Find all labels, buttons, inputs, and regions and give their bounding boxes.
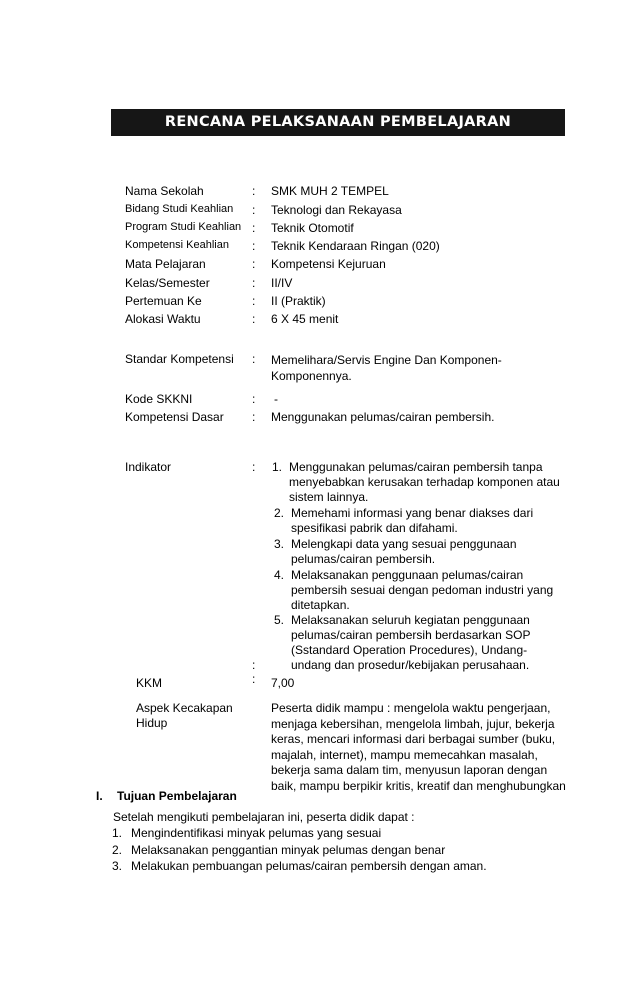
aspek-label-line: Hidup <box>136 716 168 730</box>
section-title: Tujuan Pembelajaran <box>117 789 237 803</box>
colon: : <box>252 276 256 290</box>
aspek-line: bekerja sama dalam tim, menyusun laporan dengan <box>271 763 548 777</box>
aspek-line: menjaga kebersihan, mengelola limbah, jujur, bekerja <box>271 716 555 731</box>
value-kode-skkni: - <box>274 392 278 406</box>
value-kompetensi-keahlian: Teknik Kendaraan Ringan (020) <box>271 239 440 253</box>
value-standar-kompetensi <box>271 352 502 384</box>
indikator-line: Menggunakan pelumas/cairan pembersih tanpa <box>289 460 543 474</box>
indikator-line: pelumas/cairan pembersih berdasarkan SOP <box>291 628 531 642</box>
label-kode-skkni: Kode SKKNI <box>125 392 193 406</box>
section-number: I. <box>96 789 103 803</box>
list-number: 3. <box>112 859 123 873</box>
label-nama-sekolah: Nama Sekolah <box>125 184 204 198</box>
indikator-line: sistem lainnya. <box>289 490 369 504</box>
aspek-line: Peserta didik mampu : mengelola waktu pengerjaan, <box>271 701 551 715</box>
indikator-line: Melaksanakan penggunaan pelumas/cairan <box>291 568 524 582</box>
indikator-number: 3. <box>274 537 285 551</box>
indikator-item <box>291 537 517 567</box>
list-item: Melaksanakan penggantian minyak pelumas dengan benar <box>131 843 446 857</box>
value-alokasi-waktu: 6 X 45 menit <box>271 312 339 326</box>
label-alokasi-waktu: Alokasi Waktu <box>125 312 201 326</box>
standar-kompetensi-line: Memelihara/Servis Engine Dan Komponen- <box>271 353 502 367</box>
value-mata-pelajaran: Kompetensi Kejuruan <box>271 257 386 271</box>
list-number: 2. <box>112 843 123 857</box>
colon: : <box>252 221 256 235</box>
indikator-line: Melaksanakan seluruh kegiatan penggunaan <box>291 613 530 627</box>
label-standar-kompetensi: Standar Kompetensi <box>125 352 234 366</box>
colon: : <box>252 239 256 253</box>
list-item: Mengindentifikasi minyak pelumas yang sesuai <box>131 826 382 840</box>
colon: : <box>252 352 256 366</box>
indikator-line: pembersih sesuai dengan pedoman industri yang <box>291 583 554 597</box>
document-title: RENCANA PELAKSANAAN PEMBELAJARAN <box>111 109 565 136</box>
aspek-line: majalah, internet), mampu memecahkan masalah, <box>271 747 538 762</box>
label-pertemuan-ke: Pertemuan Ke <box>125 294 202 308</box>
label-kompetensi-keahlian: Kompetensi Keahlian <box>125 239 229 251</box>
aspek-line: baik, mampu berpikir kritis, kreatif dan menghubungkan <box>271 778 566 793</box>
label-kkm: KKM <box>136 676 163 690</box>
value-bidang-studi: Teknologi dan Rekayasa <box>271 203 402 217</box>
standar-kompetensi-line: Komponennya. <box>271 369 352 383</box>
label-kelas-semester: Kelas/Semester <box>125 276 210 290</box>
list-number: 1. <box>112 826 123 840</box>
value-program-studi: Teknik Otomotif <box>271 221 354 235</box>
label-bidang-studi: Bidang Studi Keahlian <box>125 203 234 215</box>
colon: : <box>252 392 256 406</box>
value-aspek-kecakapan-hidup <box>271 701 571 793</box>
indikator-line: Memehami informasi yang benar diakses dari <box>291 506 534 520</box>
indikator-line: (Sstandard Operation Procedures), Undang- <box>291 643 528 657</box>
label-mata-pelajaran: Mata Pelajaran <box>125 257 206 271</box>
indikator-number: 1. <box>272 460 283 474</box>
section-intro: Setelah mengikuti pembelajaran ini, peserta didik dapat : <box>113 810 415 824</box>
indikator-line: ditetapkan. <box>291 598 350 612</box>
indikator-line: spesifikasi pabrik dan difahami. <box>291 521 458 535</box>
indikator-line: menyebabkan kerusakan terhadap komponen atau <box>289 475 560 489</box>
value-kompetensi-dasar: Menggunakan pelumas/cairan pembersih. <box>271 410 495 424</box>
colon: : <box>252 184 256 198</box>
indikator-line: undang dan prosedur/kebijakan perusahaan. <box>291 658 530 672</box>
indikator-line: Melengkapi data yang sesuai penggunaan <box>291 537 517 551</box>
value-nama-sekolah: SMK MUH 2 TEMPEL <box>271 184 389 198</box>
list-item: Melakukan pembuangan pelumas/cairan pembersih dengan aman. <box>131 859 487 873</box>
indikator-item <box>291 568 553 613</box>
label-program-studi: Program Studi Keahlian <box>125 221 242 233</box>
indikator-item <box>289 460 560 505</box>
value-kkm: 7,00 <box>271 676 295 690</box>
indikator-number: 5. <box>274 613 285 627</box>
colon: : <box>252 658 256 672</box>
colon: : <box>252 203 256 217</box>
value-pertemuan-ke: II (Praktik) <box>271 294 326 308</box>
indikator-item <box>291 613 530 673</box>
label-aspek-kecakapan-hidup <box>136 701 233 731</box>
colon: : <box>252 410 256 424</box>
label-indikator: Indikator <box>125 460 172 474</box>
indikator-number: 2. <box>274 506 285 520</box>
indikator-line: pelumas/cairan pembersih. <box>291 552 436 566</box>
label-kompetensi-dasar: Kompetensi Dasar <box>125 410 224 424</box>
aspek-line: keras, mencari informasi dari berbagai sumber (buku, <box>271 732 556 746</box>
colon: : <box>252 312 256 326</box>
indikator-number: 4. <box>274 568 285 582</box>
colon: : <box>252 257 256 271</box>
colon: : <box>252 294 256 308</box>
indikator-item <box>291 506 533 536</box>
aspek-label-line: Aspek Kecakapan <box>136 701 233 715</box>
value-kelas-semester: II/IV <box>271 276 293 290</box>
colon: : <box>252 672 256 686</box>
colon: : <box>252 460 256 474</box>
